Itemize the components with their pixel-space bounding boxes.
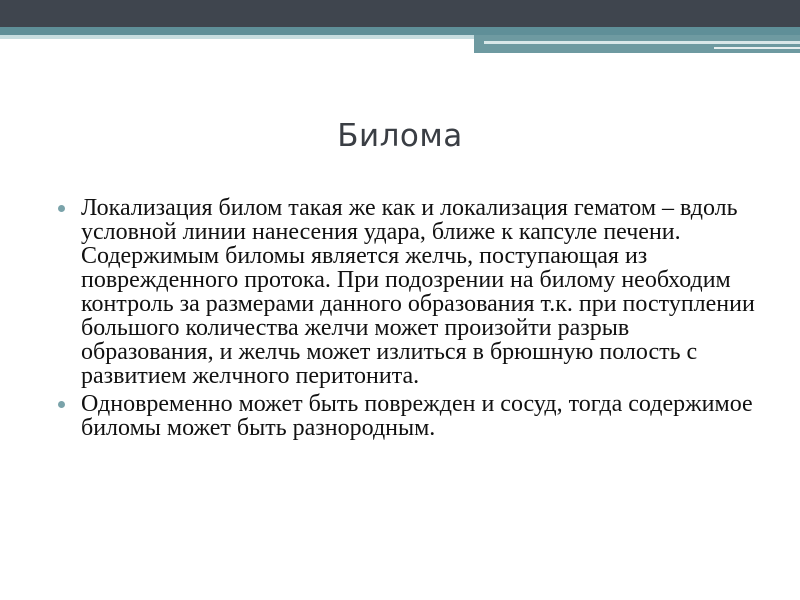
header-light-stripe <box>0 35 474 39</box>
bullet-text: Одновременно может быть поврежден и сосуд, тогда содержимое биломы может быть разнородным. <box>81 391 753 441</box>
bullet-dot-icon <box>58 205 65 212</box>
bullet-dot-icon <box>58 401 65 408</box>
header-band <box>0 0 800 27</box>
header-accent-line <box>0 27 800 35</box>
bullet-list <box>56 196 766 440</box>
bullet-item <box>56 196 766 388</box>
corner-stripe-1 <box>484 41 800 44</box>
slide-title: Билома <box>337 118 463 154</box>
corner-stripe-2 <box>714 47 800 49</box>
bullet-text: Локализация билом такая же как и локализация гематом – вдоль условной линии нанесения удара, ближе к капсуле печени. Содержимым биломы является желчь, поступающая из поврежденного протока. При подозрении на билому необходим контроль за размерами данного образования т.к. при поступлении большого количества желчи может произойти разрыв образования, и желчь может излиться в брюшную полость с развитием желчного перитонита. <box>81 195 755 389</box>
header-corner-decoration <box>474 35 800 53</box>
bullet-item <box>56 392 766 440</box>
